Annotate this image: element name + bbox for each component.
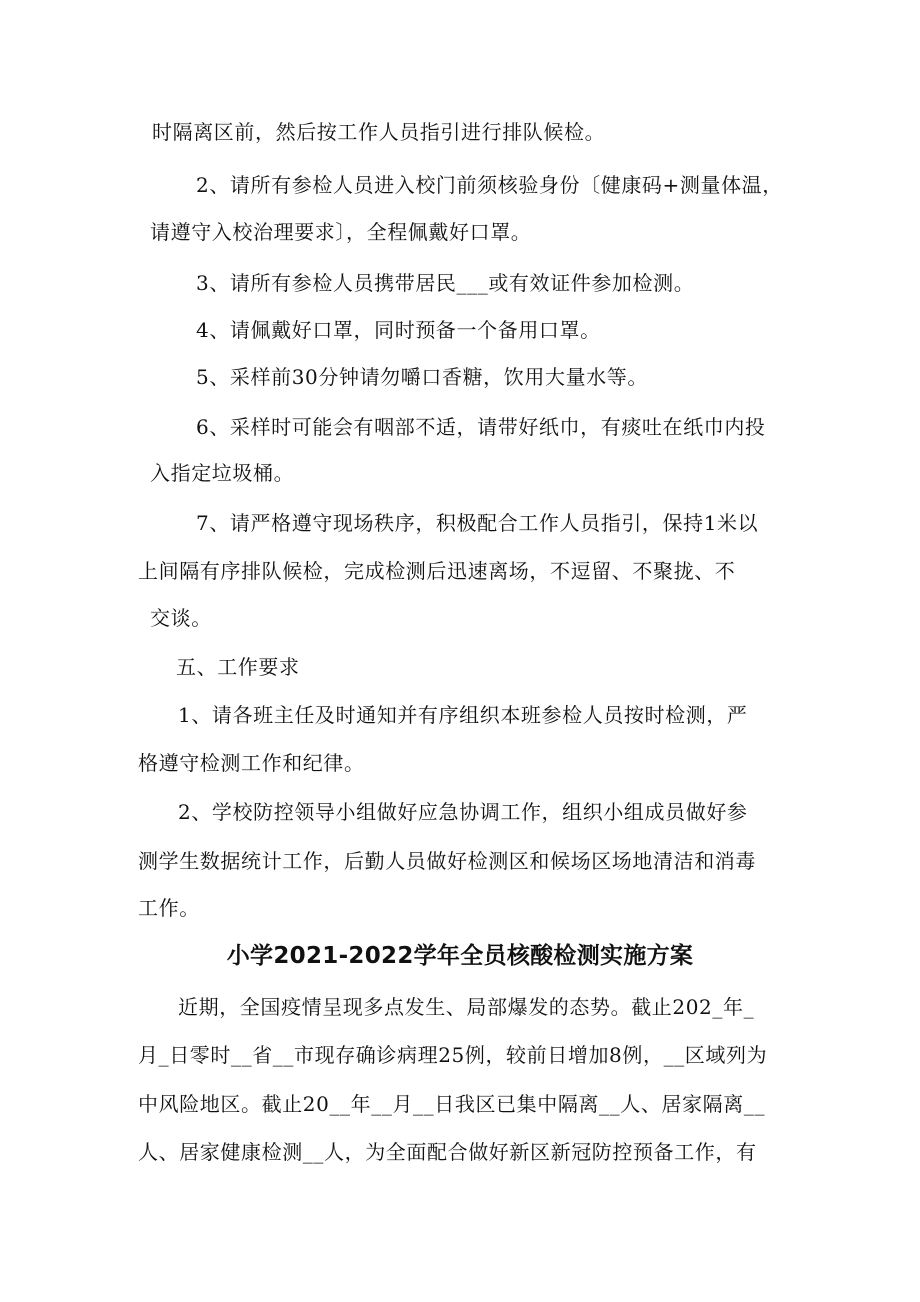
paragraph-line: 上间隔有序排队候检，完成检测后迅速离场，不逗留、不聚拢、不: [138, 559, 736, 583]
section-heading: 五、工作要求: [176, 655, 300, 679]
paragraph-line: 格遵守检测工作和纪律。: [138, 751, 365, 775]
paragraph-line: 入指定垃圾桶。: [150, 461, 295, 485]
paragraph-line: 月_日零时__省__市现存确诊病理25例，较前日增加8例，__区域列为: [138, 1043, 768, 1067]
paragraph-line: 2、学校防控领导小组做好应急协调工作，组织小组成员做好参: [178, 800, 748, 824]
document-title: 小学2021-2022学年全员核酸检测实施方案: [226, 943, 694, 969]
paragraph-line: 测学生数据统计工作，后勤人员做好检测区和候场区场地清洁和消毒: [138, 849, 756, 873]
paragraph-line: 3、请所有参检人员携带居民___或有效证件参加检测。: [196, 271, 695, 295]
paragraph-line: 时隔离区前，然后按工作人员指引进行排队候检。: [152, 120, 606, 144]
paragraph-line: 4、请佩戴好口罩，同时预备一个备用口罩。: [196, 318, 601, 342]
paragraph-line: 交谈。: [150, 606, 212, 630]
paragraph-line: 工作。: [138, 896, 200, 920]
paragraph-line: 2、请所有参检人员进入校门前须核验身份〔健康码+测量体温，: [196, 173, 783, 197]
paragraph-line: 人、居家健康检测__人，为全面配合做好新区新冠防控预备工作，有: [138, 1140, 757, 1164]
paragraph-line: 中风险地区。截止20__年__月__日我区已集中隔离__人、居家隔离__: [138, 1092, 766, 1116]
paragraph-line: 7、请严格遵守现场秩序，积极配合工作人员指引，保持1米以: [196, 511, 759, 535]
paragraph-line: 请遵守入校治理要求〕，全程佩戴好口罩。: [150, 220, 532, 244]
paragraph-line: 5、采样前30分钟请勿嚼口香糖，饮用大量水等。: [196, 365, 648, 389]
paragraph-line: 1、请各班主任及时通知并有序组织本班参检人员按时检测，严: [178, 703, 748, 727]
paragraph-line: 6、采样时可能会有咽部不适，请带好纸巾，有痰吐在纸巾内投: [196, 415, 766, 439]
paragraph-line: 近期，全国疫情呈现多点发生、局部爆发的态势。截止202_年_: [178, 995, 755, 1019]
